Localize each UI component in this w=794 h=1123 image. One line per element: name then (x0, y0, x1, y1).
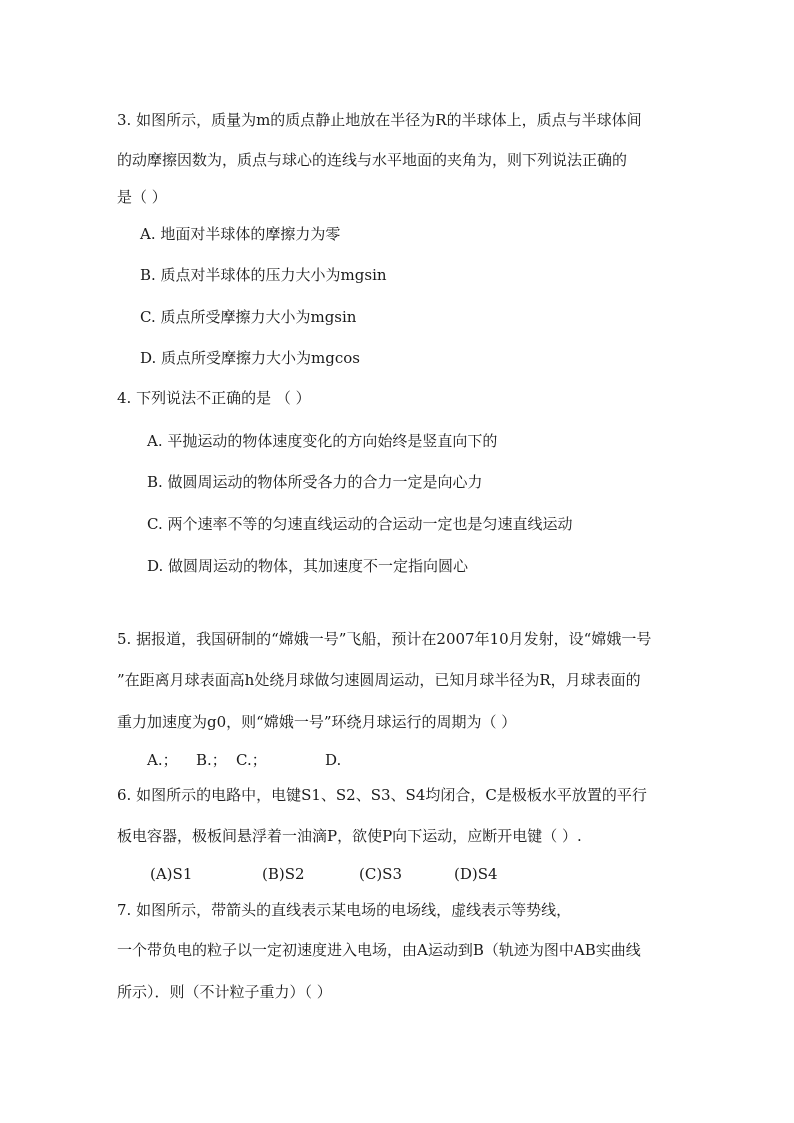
q3-line-1: 3. 如图所示，质量为m的质点静止地放在半径为R的半球体上，质点与半球体间 (117, 111, 642, 129)
q5-option-c: C.； (236, 751, 267, 769)
q5-line-2: ”在距离月球表面高h处绕月球做匀速圆周运动，已知月球半径为R，月球表面的 (117, 671, 641, 689)
q6-option-b: (B)S2 (262, 865, 305, 883)
q5-line-3: 重力加速度为g0，则“嫦娥一号”环绕月球运行的周期为（ ） (117, 713, 517, 731)
q4-option-b: B. 做圆周运动的物体所受各力的合力一定是向心力 (147, 473, 483, 491)
q3-option-b: B. 质点对半球体的压力大小为mgsin (140, 266, 387, 284)
q6-line-2: 板电容器，极板间悬浮着一油滴P，欲使P向下运动，应断开电键（ ）. (117, 827, 582, 845)
q3-option-c: C. 质点所受摩擦力大小为mgsin (140, 308, 357, 326)
q7-line-1: 7. 如图所示，带箭头的直线表示某电场的电场线，虚线表示等势线， (117, 901, 572, 919)
q4-option-c: C. 两个速率不等的匀速直线运动的合运动一定也是匀速直线运动 (147, 515, 573, 533)
q6-option-c: (C)S3 (359, 865, 403, 883)
q3-option-a: A. 地面对半球体的摩擦力为零 (140, 225, 341, 243)
q5-option-a: A.； (147, 751, 178, 769)
q4-line-1: 4. 下列说法不正确的是 （ ） (117, 389, 311, 407)
q3-option-d: D. 质点所受摩擦力大小为mgcos (140, 349, 360, 367)
q4-option-a: A. 平抛运动的物体速度变化的方向始终是竖直向下的 (147, 432, 498, 450)
q5-option-d: D. (325, 751, 342, 769)
q6-option-a: (A)S1 (150, 865, 193, 883)
q7-line-2: 一个带负电的粒子以一定初速度进入电场，由A运动到B（轨迹为图中AB实曲线 (117, 941, 641, 959)
q7-line-3: 所示）．则（不计粒子重力）（ ） (117, 983, 332, 1001)
q3-line-2: 的动摩擦因数为，质点与球心的连线与水平地面的夹角为，则下列说法正确的 (117, 151, 628, 169)
q5-line-1: 5. 据报道，我国研制的“嫦娥一号”飞船，预计在2007年10月发射，设“嫦娥一号 (117, 630, 652, 648)
q6-line-1: 6. 如图所示的电路中，电键S1、S2、S3、S4均闭合，C是极板水平放置的平行 (117, 786, 647, 804)
q3-line-3: 是（ ） (117, 188, 167, 206)
q6-option-d: (D)S4 (454, 865, 498, 883)
q4-option-d: D. 做圆周运动的物体，其加速度不一定指向圆心 (147, 557, 469, 575)
q5-option-b: B.； (196, 751, 227, 769)
